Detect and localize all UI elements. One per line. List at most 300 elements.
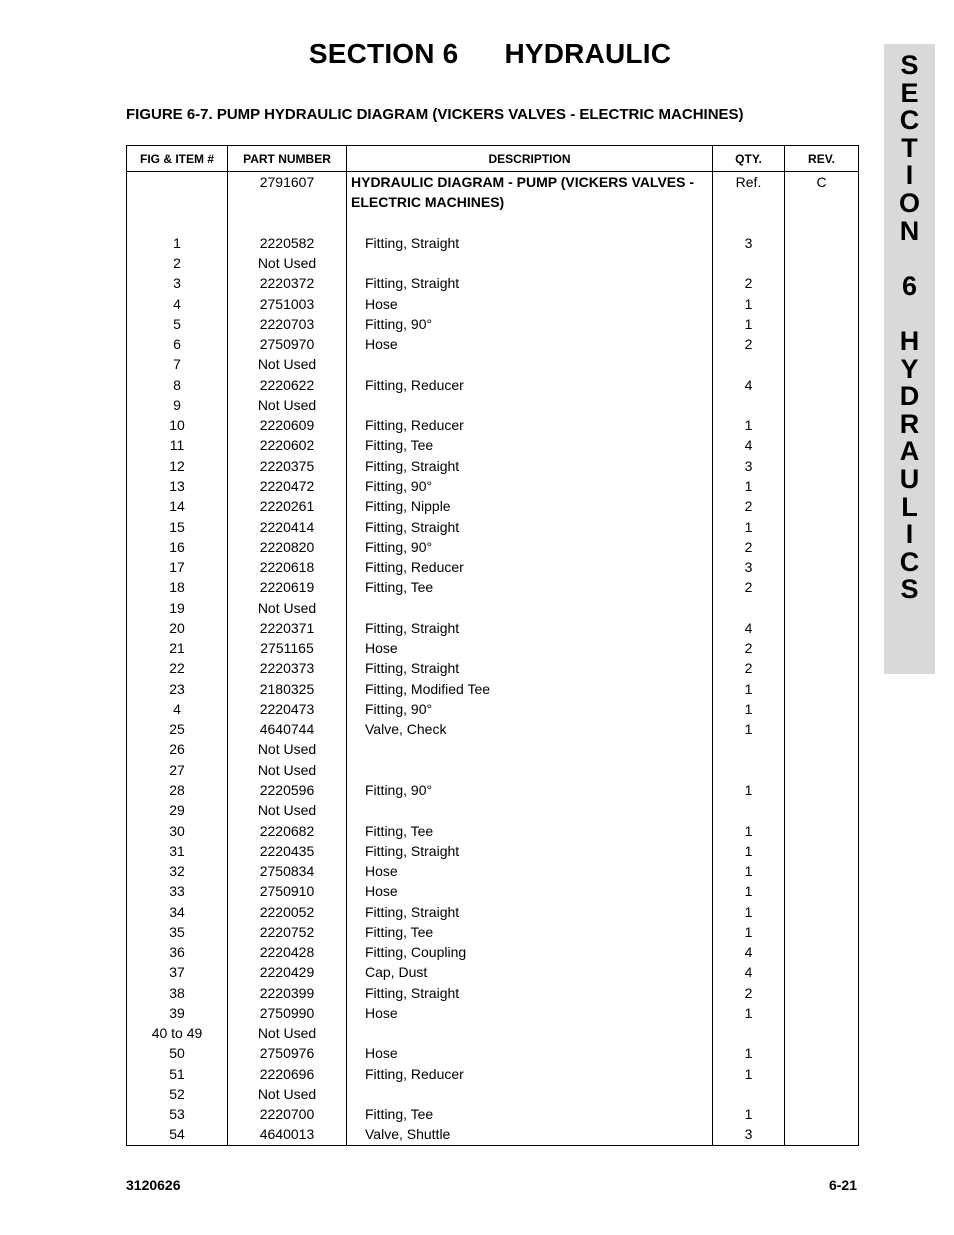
cell-item-number: [127, 213, 228, 233]
cell-quantity: 1: [713, 415, 785, 435]
cell-item-number: 23: [127, 679, 228, 699]
cell-description: Fitting, Tee: [347, 435, 713, 455]
cell-quantity: 2: [713, 577, 785, 597]
cell-part-number: 2220596: [228, 780, 347, 800]
cell-revision: [785, 618, 859, 638]
cell-part-number: 2751165: [228, 638, 347, 658]
table-row: [127, 354, 859, 374]
cell-revision: [785, 577, 859, 597]
cell-quantity: 1: [713, 922, 785, 942]
cell-revision: [785, 780, 859, 800]
column-header-part-number: PART NUMBER: [228, 146, 347, 172]
cell-item-number: 27: [127, 760, 228, 780]
table-row: [127, 435, 859, 455]
cell-description: Valve, Shuttle: [347, 1124, 713, 1145]
cell-quantity: 1: [713, 314, 785, 334]
table-row: [127, 658, 859, 678]
cell-description: [347, 760, 713, 780]
cell-item-number: [127, 172, 228, 213]
cell-part-number: Not Used: [228, 739, 347, 759]
cell-description: Fitting, Reducer: [347, 557, 713, 577]
tab-letter: R: [899, 408, 920, 439]
cell-item-number: 53: [127, 1104, 228, 1124]
cell-part-number: 2220752: [228, 922, 347, 942]
cell-description: Fitting, Straight: [347, 983, 713, 1003]
cell-item-number: 34: [127, 902, 228, 922]
cell-quantity: Ref.: [713, 172, 785, 213]
cell-description: [347, 739, 713, 759]
cell-part-number: Not Used: [228, 598, 347, 618]
cell-description: Valve, Check: [347, 719, 713, 739]
cell-item-number: 50: [127, 1043, 228, 1063]
section-side-tab: [884, 44, 935, 674]
tab-letter: O: [898, 187, 920, 218]
cell-description: Fitting, Straight: [347, 517, 713, 537]
cell-part-number: 2751003: [228, 294, 347, 314]
cell-revision: [785, 1003, 859, 1023]
cell-quantity: 1: [713, 1064, 785, 1084]
cell-revision: [785, 881, 859, 901]
cell-revision: [785, 435, 859, 455]
cell-item-number: 51: [127, 1064, 228, 1084]
cell-part-number: 2750976: [228, 1043, 347, 1063]
cell-item-number: 11: [127, 435, 228, 455]
cell-quantity: 4: [713, 962, 785, 982]
cell-description: Fitting, Nipple: [347, 496, 713, 516]
table-row: [127, 557, 859, 577]
table-row: [127, 942, 859, 962]
table-row: [127, 800, 859, 820]
cell-revision: [785, 273, 859, 293]
cell-revision: [785, 760, 859, 780]
tab-letter: I: [905, 519, 914, 550]
cell-revision: [785, 699, 859, 719]
section-title: [0, 38, 954, 70]
cell-item-number: 13: [127, 476, 228, 496]
cell-revision: [785, 557, 859, 577]
cell-item-number: 54: [127, 1124, 228, 1145]
figure-title: FIGURE 6-7. PUMP HYDRAULIC DIAGRAM (VICKERS VALVES - ELECTRIC MACHINES): [126, 106, 744, 123]
cell-item-number: 2: [127, 253, 228, 273]
cell-description: [347, 253, 713, 273]
cell-description: Fitting, 90°: [347, 537, 713, 557]
cell-item-number: 40 to 49: [127, 1023, 228, 1043]
cell-description: [347, 1084, 713, 1104]
cell-description: Fitting, Straight: [347, 233, 713, 253]
cell-quantity: 1: [713, 517, 785, 537]
cell-description: [347, 395, 713, 415]
cell-revision: [785, 1084, 859, 1104]
cell-part-number: 2220703: [228, 314, 347, 334]
cell-item-number: 9: [127, 395, 228, 415]
cell-quantity: [713, 760, 785, 780]
column-header-description: DESCRIPTION: [347, 146, 713, 172]
cell-description: Fitting, 90°: [347, 699, 713, 719]
cell-revision: [785, 375, 859, 395]
cell-part-number: 2750910: [228, 881, 347, 901]
cell-item-number: 1: [127, 233, 228, 253]
cell-quantity: 4: [713, 375, 785, 395]
table-row: [127, 537, 859, 557]
cell-quantity: [713, 354, 785, 374]
cell-revision: [785, 213, 859, 233]
cell-item-number: 19: [127, 598, 228, 618]
tab-letter: S: [900, 50, 919, 80]
table-row: [127, 577, 859, 597]
table-row: [127, 983, 859, 1003]
tab-letter: C: [899, 105, 920, 136]
table-row: [127, 456, 859, 476]
table-row: [127, 719, 859, 739]
cell-quantity: 1: [713, 1104, 785, 1124]
table-row: [127, 638, 859, 658]
cell-quantity: 1: [713, 780, 785, 800]
cell-part-number: Not Used: [228, 1084, 347, 1104]
cell-part-number: Not Used: [228, 760, 347, 780]
cell-quantity: 4: [713, 618, 785, 638]
cell-item-number: 14: [127, 496, 228, 516]
cell-description: Fitting, 90°: [347, 780, 713, 800]
table-row: [127, 496, 859, 516]
cell-revision: [785, 334, 859, 354]
cell-description: Fitting, Reducer: [347, 375, 713, 395]
cell-part-number: [228, 213, 347, 233]
cell-description: Hose: [347, 1043, 713, 1063]
cell-item-number: 18: [127, 577, 228, 597]
table-row: [127, 375, 859, 395]
cell-description: Fitting, Reducer: [347, 1064, 713, 1084]
cell-item-number: 37: [127, 962, 228, 982]
cell-part-number: 2220619: [228, 577, 347, 597]
tab-letter: C: [899, 546, 920, 577]
table-row: [127, 618, 859, 638]
cell-revision: [785, 962, 859, 982]
cell-part-number: 2220261: [228, 496, 347, 516]
cell-part-number: 2750990: [228, 1003, 347, 1023]
cell-item-number: 52: [127, 1084, 228, 1104]
cell-part-number: 2220372: [228, 273, 347, 293]
cell-revision: [785, 942, 859, 962]
cell-part-number: 2220622: [228, 375, 347, 395]
cell-part-number: 2220618: [228, 557, 347, 577]
table-row: [127, 395, 859, 415]
cell-revision: [785, 861, 859, 881]
cell-quantity: [713, 213, 785, 233]
cell-description: Hose: [347, 294, 713, 314]
cell-description: Fitting, Straight: [347, 456, 713, 476]
cell-description: Fitting, Reducer: [347, 415, 713, 435]
cell-part-number: 4640013: [228, 1124, 347, 1145]
cell-quantity: 1: [713, 902, 785, 922]
cell-description: Fitting, Modified Tee: [347, 679, 713, 699]
cell-quantity: [713, 800, 785, 820]
cell-part-number: 2220373: [228, 658, 347, 678]
cell-quantity: 2: [713, 638, 785, 658]
cell-part-number: Not Used: [228, 395, 347, 415]
table-row: [127, 476, 859, 496]
table-row: [127, 1023, 859, 1043]
cell-part-number: 2791607: [228, 172, 347, 213]
table-row: [127, 415, 859, 435]
cell-item-number: 32: [127, 861, 228, 881]
cell-part-number: Not Used: [228, 1023, 347, 1043]
table-row: [127, 1104, 859, 1124]
table-row: [127, 253, 859, 273]
table-row: [127, 679, 859, 699]
cell-part-number: 2220696: [228, 1064, 347, 1084]
cell-part-number: 2750834: [228, 861, 347, 881]
cell-quantity: 2: [713, 334, 785, 354]
cell-quantity: 1: [713, 821, 785, 841]
cell-part-number: 2220399: [228, 983, 347, 1003]
table-row: [127, 1043, 859, 1063]
cell-quantity: 3: [713, 233, 785, 253]
cell-description: [347, 213, 713, 233]
cell-description: Fitting, Tee: [347, 1104, 713, 1124]
page-number: 6-21: [828, 1177, 857, 1193]
cell-item-number: 20: [127, 618, 228, 638]
cell-description: Fitting, Coupling: [347, 942, 713, 962]
cell-description: Fitting, 90°: [347, 476, 713, 496]
table-row: [127, 273, 859, 293]
cell-item-number: 17: [127, 557, 228, 577]
cell-part-number: 2220428: [228, 942, 347, 962]
cell-revision: [785, 1043, 859, 1063]
cell-part-number: 2220473: [228, 699, 347, 719]
cell-quantity: [713, 1023, 785, 1043]
cell-description: [347, 354, 713, 374]
cell-part-number: 2220602: [228, 435, 347, 455]
table-row: [127, 841, 859, 861]
cell-item-number: 38: [127, 983, 228, 1003]
cell-part-number: Not Used: [228, 253, 347, 273]
cell-revision: [785, 233, 859, 253]
cell-part-number: Not Used: [228, 800, 347, 820]
cell-item-number: 33: [127, 881, 228, 901]
table-row: [127, 1124, 859, 1145]
tab-letter: D: [899, 381, 920, 412]
tab-letter: Y: [900, 353, 919, 384]
cell-item-number: 21: [127, 638, 228, 658]
tab-number: 6: [901, 270, 918, 301]
cell-revision: [785, 314, 859, 334]
cell-revision: [785, 739, 859, 759]
cell-quantity: 1: [713, 1043, 785, 1063]
cell-revision: [785, 679, 859, 699]
cell-item-number: 7: [127, 354, 228, 374]
cell-item-number: 3: [127, 273, 228, 293]
cell-quantity: 3: [713, 1124, 785, 1145]
cell-revision: [785, 1104, 859, 1124]
section-name: HYDRAULIC: [504, 38, 672, 69]
table-row: [127, 821, 859, 841]
cell-part-number: 2220429: [228, 962, 347, 982]
cell-quantity: 1: [713, 699, 785, 719]
table-row: [127, 1084, 859, 1104]
tab-letter: E: [900, 77, 919, 108]
cell-quantity: 1: [713, 861, 785, 881]
cell-item-number: 6: [127, 334, 228, 354]
cell-quantity: [713, 598, 785, 618]
cell-revision: [785, 537, 859, 557]
cell-revision: [785, 821, 859, 841]
cell-part-number: 2220375: [228, 456, 347, 476]
cell-quantity: 1: [713, 881, 785, 901]
cell-description: [347, 598, 713, 618]
cell-item-number: 8: [127, 375, 228, 395]
column-header-qty: QTY.: [713, 146, 785, 172]
cell-quantity: 1: [713, 1003, 785, 1023]
tab-letter: A: [899, 436, 920, 467]
cell-quantity: [713, 395, 785, 415]
cell-revision: [785, 456, 859, 476]
table-row: [127, 598, 859, 618]
cell-part-number: 2220414: [228, 517, 347, 537]
cell-item-number: 36: [127, 942, 228, 962]
cell-item-number: 10: [127, 415, 228, 435]
cell-description: Fitting, Straight: [347, 658, 713, 678]
cell-item-number: 16: [127, 537, 228, 557]
table-row: [127, 902, 859, 922]
cell-item-number: 22: [127, 658, 228, 678]
cell-quantity: 1: [713, 719, 785, 739]
table-row: [127, 1064, 859, 1084]
cell-description: Fitting, Tee: [347, 821, 713, 841]
cell-revision: [785, 983, 859, 1003]
table-row: [127, 739, 859, 759]
cell-description: Fitting, 90°: [347, 314, 713, 334]
cell-item-number: 25: [127, 719, 228, 739]
cell-revision: [785, 638, 859, 658]
cell-revision: [785, 800, 859, 820]
cell-revision: C: [785, 172, 859, 213]
cell-revision: [785, 517, 859, 537]
cell-part-number: 2750970: [228, 334, 347, 354]
table-row: [127, 922, 859, 942]
tab-letter: I: [905, 160, 914, 191]
cell-item-number: 28: [127, 780, 228, 800]
cell-part-number: 2220435: [228, 841, 347, 861]
cell-quantity: 4: [713, 942, 785, 962]
column-header-item: FIG & ITEM #: [127, 146, 228, 172]
cell-quantity: 2: [713, 273, 785, 293]
cell-revision: [785, 496, 859, 516]
cell-part-number: 2220682: [228, 821, 347, 841]
cell-part-number: 2220609: [228, 415, 347, 435]
cell-item-number: 12: [127, 456, 228, 476]
cell-description: Fitting, Straight: [347, 902, 713, 922]
cell-revision: [785, 395, 859, 415]
cell-part-number: 2220700: [228, 1104, 347, 1124]
table-row: [127, 172, 859, 213]
table-row: [127, 314, 859, 334]
tab-letter: H: [899, 325, 920, 356]
tab-letter: N: [899, 215, 920, 246]
table-row: [127, 760, 859, 780]
section-label: SECTION 6: [308, 38, 459, 69]
cell-quantity: [713, 1084, 785, 1104]
cell-item-number: 35: [127, 922, 228, 942]
cell-description: Hose: [347, 881, 713, 901]
cell-quantity: 2: [713, 983, 785, 1003]
cell-part-number: 2220052: [228, 902, 347, 922]
cell-description: Hose: [347, 334, 713, 354]
column-header-rev: REV.: [785, 146, 859, 172]
cell-item-number: 30: [127, 821, 228, 841]
cell-quantity: 1: [713, 294, 785, 314]
cell-description: Fitting, Tee: [347, 577, 713, 597]
cell-revision: [785, 598, 859, 618]
cell-revision: [785, 253, 859, 273]
cell-description: HYDRAULIC DIAGRAM - PUMP (VICKERS VALVES - ELECTRIC MACHINES): [347, 172, 713, 213]
cell-revision: [785, 415, 859, 435]
cell-quantity: 3: [713, 557, 785, 577]
table-row: [127, 962, 859, 982]
cell-description: Fitting, Straight: [347, 273, 713, 293]
tab-letter: U: [899, 463, 920, 494]
cell-revision: [785, 658, 859, 678]
cell-description: Hose: [347, 638, 713, 658]
cell-part-number: Not Used: [228, 354, 347, 374]
cell-quantity: 1: [713, 841, 785, 861]
cell-revision: [785, 719, 859, 739]
table-row: [127, 294, 859, 314]
cell-quantity: 1: [713, 679, 785, 699]
cell-item-number: 39: [127, 1003, 228, 1023]
cell-part-number: 2220820: [228, 537, 347, 557]
cell-revision: [785, 354, 859, 374]
cell-item-number: 26: [127, 739, 228, 759]
cell-quantity: [713, 253, 785, 273]
tab-letter: S: [900, 574, 919, 605]
cell-description: Cap, Dust: [347, 962, 713, 982]
table-row: [127, 334, 859, 354]
cell-item-number: 4: [127, 699, 228, 719]
cell-description: [347, 800, 713, 820]
table-row: [127, 699, 859, 719]
table-header-row: [127, 146, 859, 172]
cell-part-number: 4640744: [228, 719, 347, 739]
table-row: [127, 213, 859, 233]
tab-letter: T: [901, 132, 918, 163]
cell-description: Hose: [347, 1003, 713, 1023]
cell-quantity: 2: [713, 658, 785, 678]
table-row: [127, 881, 859, 901]
cell-quantity: 2: [713, 496, 785, 516]
cell-description: Fitting, Straight: [347, 841, 713, 861]
cell-part-number: 2220582: [228, 233, 347, 253]
cell-quantity: 4: [713, 435, 785, 455]
cell-revision: [785, 476, 859, 496]
cell-item-number: 15: [127, 517, 228, 537]
cell-quantity: 3: [713, 456, 785, 476]
table-row: [127, 233, 859, 253]
cell-part-number: 2220472: [228, 476, 347, 496]
cell-description: Fitting, Straight: [347, 618, 713, 638]
table-row: [127, 1003, 859, 1023]
tab-letter: L: [901, 491, 918, 522]
cell-description: Hose: [347, 861, 713, 881]
cell-quantity: [713, 739, 785, 759]
cell-part-number: 2180325: [228, 679, 347, 699]
cell-revision: [785, 1064, 859, 1084]
cell-description: [347, 1023, 713, 1043]
cell-item-number: 4: [127, 294, 228, 314]
document-number: 3120626: [126, 1177, 181, 1193]
cell-revision: [785, 922, 859, 942]
cell-part-number: 2220371: [228, 618, 347, 638]
table-row: [127, 517, 859, 537]
